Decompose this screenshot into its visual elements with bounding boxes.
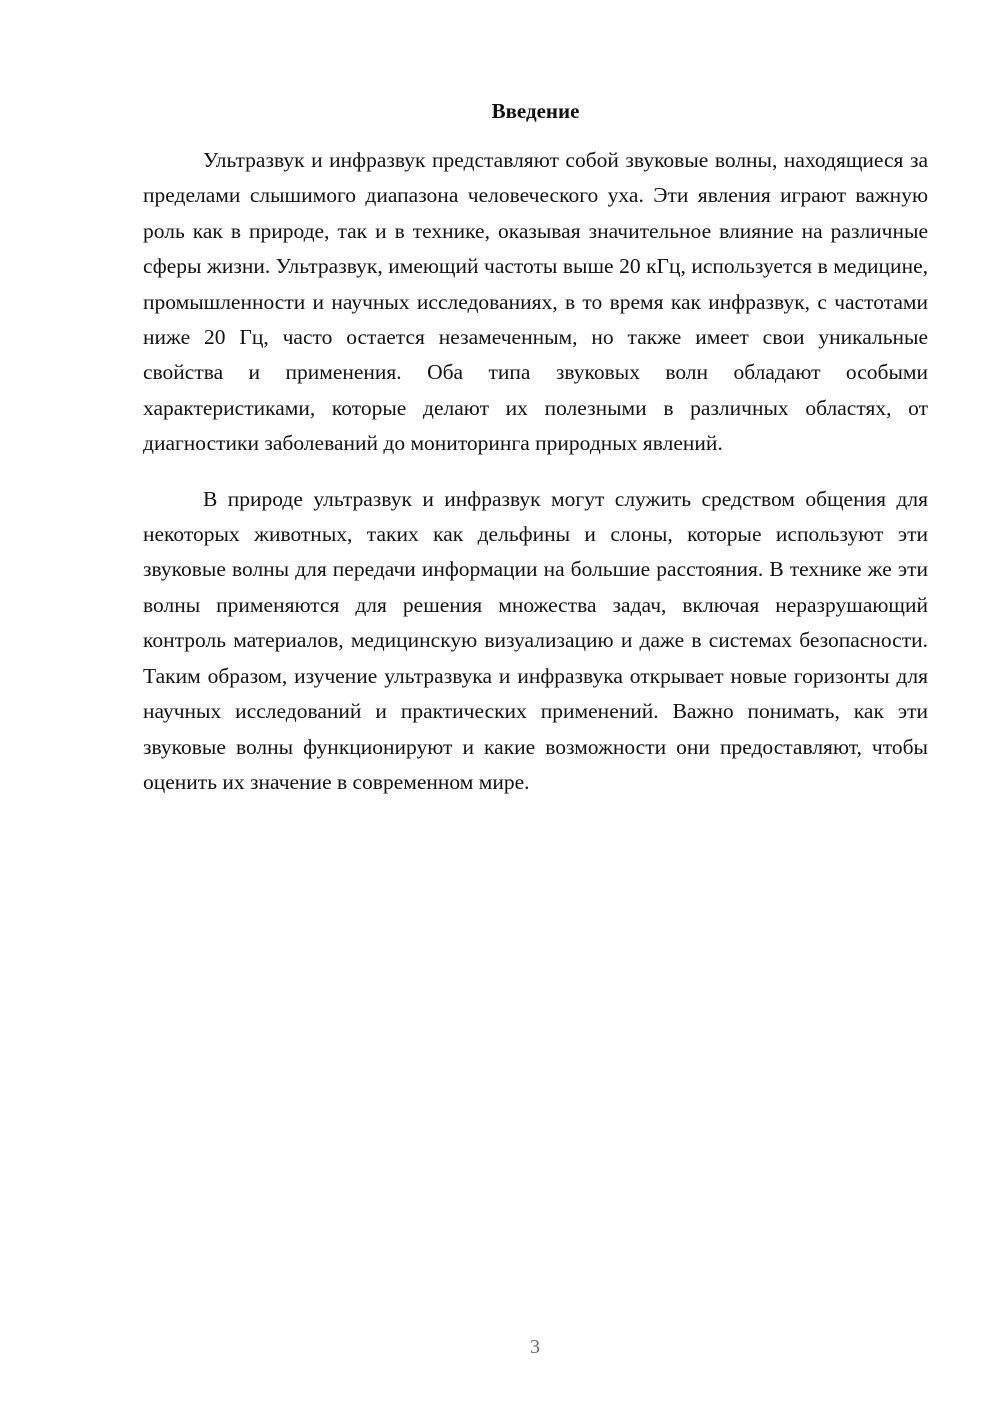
- body-text: [143, 143, 928, 820]
- section-heading: Введение: [491, 99, 580, 123]
- paragraph-1: Ультразвук и инфразвук представляют собой звуковые волны, находящиеся за пределами слышимого диапазона человеческого уха. Эти явления играют важную роль как в природе, так и в технике, оказывая значительное влияние на различные сферы жизни. Ультразвук, имеющий частоты выше 20 кГц, используется в медицине, промышленности и научных исследованиях, в то время как инфразвук, с частотами ниже 20 Гц, часто остается незамеченным, но также имеет свои уникальные свойства и применения. Оба типа звуковых волн обладают особыми характеристиками, которые делают их полезными в различных областях, от диагностики заболеваний до мониторинга природных явлений.: [143, 148, 928, 456]
- page-number: 3: [530, 1336, 540, 1358]
- paragraph-2: В природе ультразвук и инфразвук могут служить средством общения для некоторых животных, таких как дельфины и слоны, которые используют эти звуковые волны для передачи информации на большие расстояния. В технике же эти волны применяются для решения множества задач, включая неразрушающий контроль материалов, медицинскую визуализацию и даже в системах безопасности. Таким образом, изучение ультразвука и инфразвука открывает новые горизонты для научных исследований и практических применений. Важно понимать, как эти звуковые волны функционируют и какие возможности они предоставляют, чтобы оценить их значение в современном мире.: [143, 486, 928, 794]
